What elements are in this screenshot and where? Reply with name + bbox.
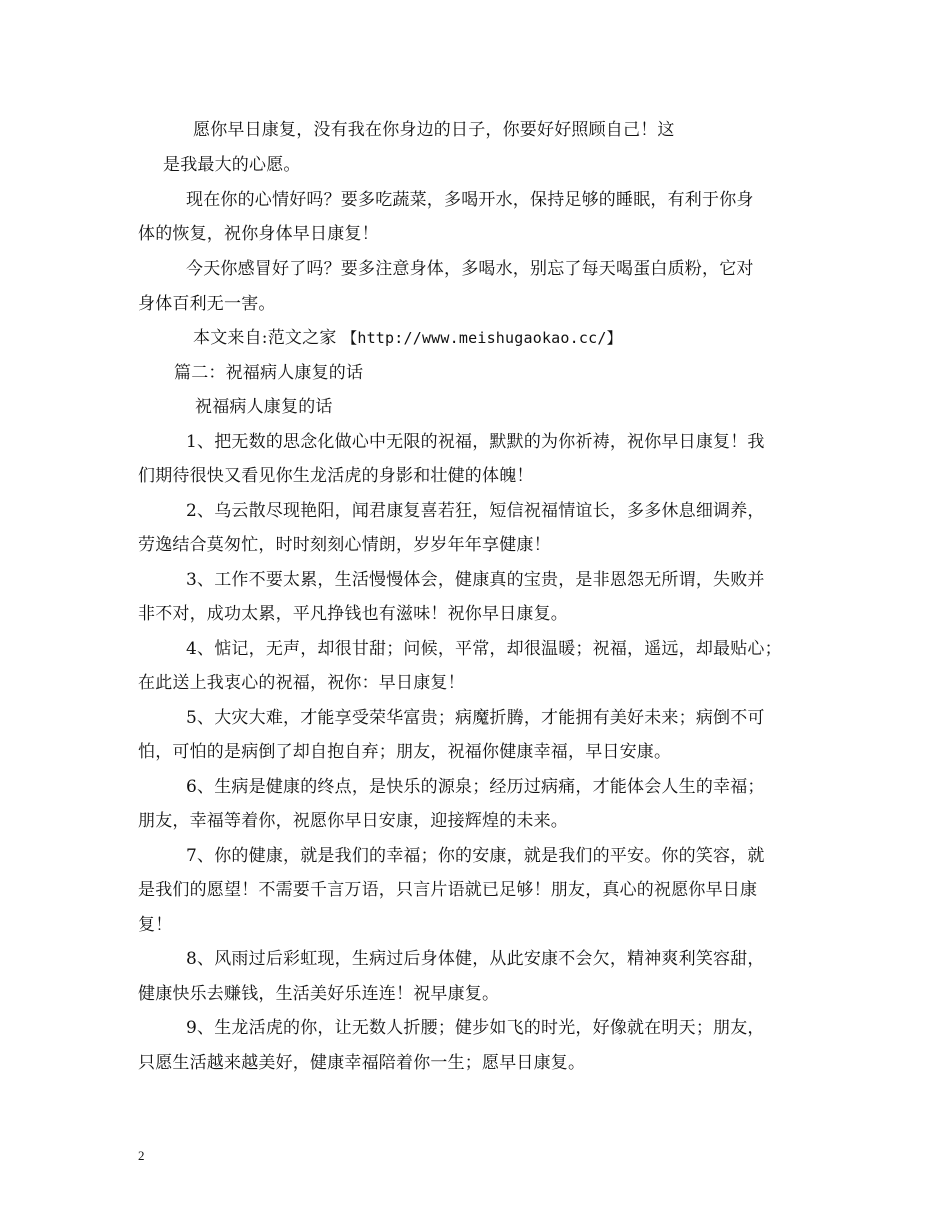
list-item-line: 们期待很快又看见你生龙活虎的身影和壮健的体魄！ (138, 466, 534, 486)
source-link[interactable]: 【http://www.meishugaokao.cc/】 (342, 329, 622, 347)
list-item-line: 健康快乐去赚钱，生活美好乐连连！祝早康复。 (138, 984, 500, 1004)
list-item-line: 1、把无数的思念化做心中无限的祝福，默默的为你祈祷，祝你早日康复！我 (186, 432, 765, 452)
section-subheading: 祝福病人康复的话 (195, 397, 333, 417)
paragraph-line: 今天你感冒好了吗？要多注意身体，多喝水，别忘了每天喝蛋白质粉，它对 (186, 259, 754, 279)
list-item-line: 在此送上我衷心的祝福，祝你：早日康复！ (138, 673, 465, 693)
list-item-line: 7、你的健康，就是我们的幸福；你的安康，就是我们的平安。你的笑容，就 (186, 846, 765, 866)
source-line (193, 328, 622, 348)
list-item-line: 3、工作不要太累，生活慢慢体会，健康真的宝贵，是非恩怨无所谓，失败并 (186, 570, 765, 590)
paragraph-line: 身体百利无一害。 (138, 294, 276, 314)
paragraph-line: 体的恢复，祝你身体早日康复！ (138, 224, 379, 244)
list-item-line: 只愿生活越来越美好，健康幸福陪着你一生；愿早日康复。 (138, 1053, 586, 1073)
list-item-line: 4、惦记，无声，却很甘甜；问候，平常，却很温暖；祝福，遥远，却最贴心； (186, 639, 782, 659)
paragraph-line: 愿你早日康复，没有我在你身边的日子，你要好好照顾自己！这 (193, 120, 675, 140)
page-number: 2 (138, 1148, 145, 1163)
list-item-line: 复！ (138, 915, 173, 935)
list-item-line: 劳逸结合莫匆忙，时时刻刻心情朗，岁岁年年享健康！ (138, 535, 551, 555)
paragraph-line: 是我最大的心愿。 (163, 155, 301, 175)
list-item-line: 朋友，幸福等着你，祝愿你早日安康，迎接辉煌的未来。 (138, 811, 568, 831)
list-item-line: 5、大灾大难，才能享受荣华富贵；病魔折腾，才能拥有美好未来；病倒不可 (186, 708, 765, 728)
list-item-line: 8、风雨过后彩虹现，生病过后身体健，从此安康不会欠，精神爽利笑容甜， (186, 949, 765, 969)
list-item-line: 怕，可怕的是病倒了却自抱自弃；朋友，祝福你健康幸福，早日安康。 (138, 742, 672, 762)
list-item-line: 是我们的愿望！不需要千言万语，只言片语就已足够！朋友，真心的祝愿你早日康 (138, 880, 758, 900)
paragraph-line: 现在你的心情好吗？要多吃蔬菜，多喝开水，保持足够的睡眠，有利于你身 (186, 190, 754, 210)
list-item-line: 9、生龙活虎的你，让无数人折腰；健步如飞的时光，好像就在明天；朋友， (186, 1018, 765, 1038)
list-item-line: 6、生病是健康的终点，是快乐的源泉；经历过病痛，才能体会人生的幸福； (186, 777, 765, 797)
section-heading: 篇二：祝福病人康复的话 (174, 363, 364, 383)
list-item-line: 非不对，成功太累，平凡挣钱也有滋味！祝你早日康复。 (138, 604, 568, 624)
source-label: 本文来自:范文之家 (193, 328, 337, 348)
list-item-line: 2、乌云散尽现艳阳，闻君康复喜若狂，短信祝福情谊长，多多休息细调养， (186, 501, 765, 521)
